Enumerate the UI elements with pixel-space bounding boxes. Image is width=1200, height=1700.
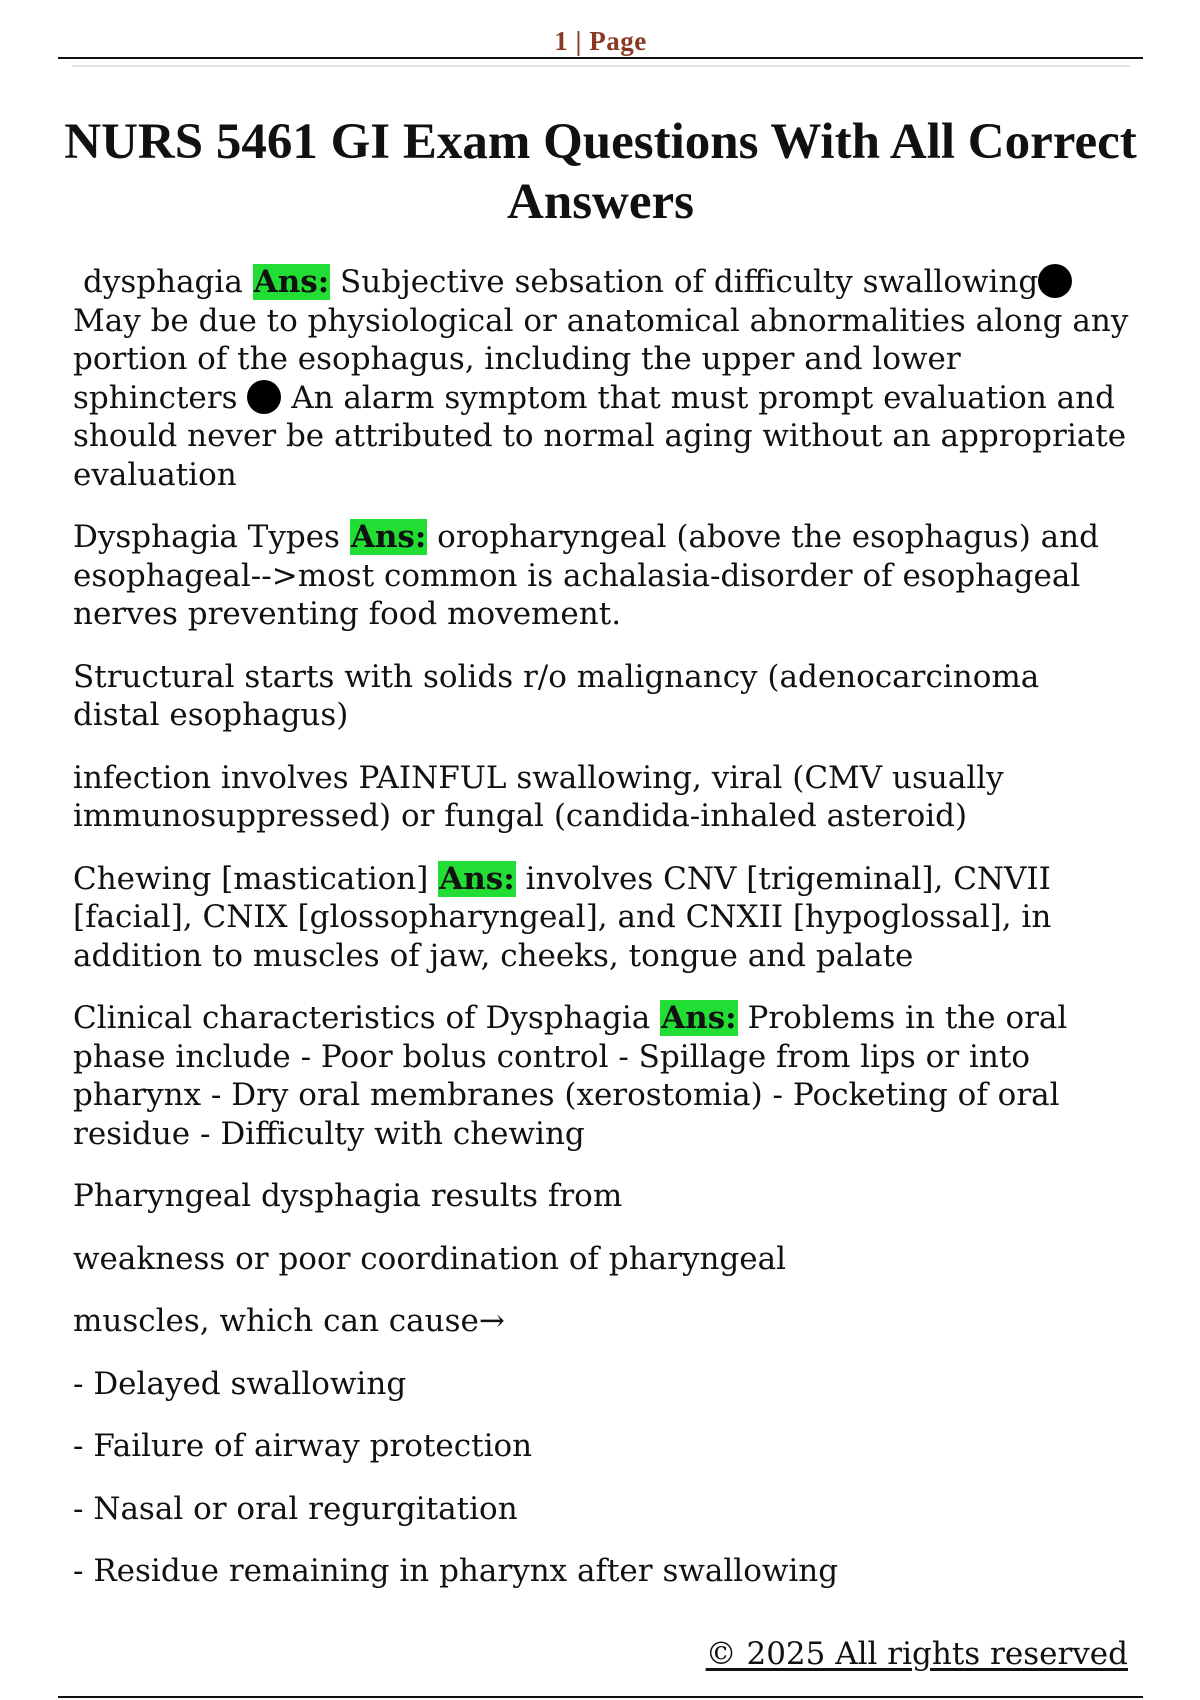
list-item: - Nasal or oral regurgitation xyxy=(73,1490,518,1527)
text-line: weakness or poor coordination of pharyngeal xyxy=(73,1240,787,1277)
entry-answer: oropharyngeal (above the esophagus) and esophageal-->most common is achalasia-disorder of esophageal nerves preventing food movement. xyxy=(73,519,1099,632)
answer-label: Ans: xyxy=(253,264,330,300)
page-number: 1 | Page xyxy=(554,26,647,56)
text-line: Pharyngeal dysphagia results from xyxy=(73,1178,623,1214)
entry-answer: An alarm symptom that must prompt evaluation and should never be attributed to normal aging without an appropriate evaluation xyxy=(73,379,1127,493)
entry-answer: involves CNV [trigeminal], CNVII [facial], CNIX [glossopharyngeal], and CNXII [hypoglossal], in addition to muscles of jaw, cheeks, tongue and palate xyxy=(73,860,1052,974)
entry-answer: Subjective sebsation of difficulty swallowing xyxy=(340,264,1039,300)
entry-question: Clinical characteristics of Dysphagia xyxy=(73,1000,651,1036)
answer-label: Ans: xyxy=(439,860,515,897)
text-line: muscles, which can cause→ xyxy=(73,1303,505,1339)
page-header xyxy=(58,26,1143,57)
header-divider xyxy=(58,57,1143,59)
header-divider-light xyxy=(72,65,1130,67)
entry-answer: May be due to physiological or anatomical abnormalities along any portion of the esophagus, including the upper and lower sphincters xyxy=(73,302,1129,416)
entry-question: Dysphagia Types xyxy=(73,519,340,555)
footer-divider xyxy=(58,1696,1143,1698)
list-item: - Residue remaining in pharynx after swallowing xyxy=(73,1553,839,1589)
answer-label: Ans: xyxy=(661,1000,737,1036)
entry-question: dysphagia xyxy=(83,264,243,300)
copyright-notice: © 2025 All rights reserved xyxy=(705,1636,1128,1672)
entry-question: Chewing [mastication] xyxy=(73,860,429,897)
entry-structural: Structural starts with solids r/o malignancy (adenocarcinoma distal esophagus) xyxy=(73,658,1040,733)
document-title: NURS 5461 GI Exam Questions With All Correct Answers xyxy=(64,114,1137,230)
entry-chewing xyxy=(73,860,1135,976)
list-item: - Failure of airway protection xyxy=(73,1428,533,1464)
entry-dysphagia-types xyxy=(73,518,1135,634)
entry-clinical-characteristics xyxy=(73,999,1135,1153)
list-item: - Delayed swallowing xyxy=(73,1365,407,1402)
bullet-dot-icon xyxy=(247,380,281,414)
entry-infection: infection involves PAINFUL swallowing, viral (CMV usually immunosuppressed) or fungal (candida-inhaled asteroid) xyxy=(73,759,1004,834)
answer-label: Ans: xyxy=(350,519,427,555)
bullet-dot-icon xyxy=(1038,264,1072,298)
entry-dysphagia xyxy=(73,263,1135,494)
document-body xyxy=(73,263,1135,1615)
entry-answer: Problems in the oral phase include - Poor bolus control - Spillage from lips or into pharynx - Dry oral membranes (xerostomia) - Pocketing of oral residue - Difficulty with chewing xyxy=(73,1000,1068,1152)
